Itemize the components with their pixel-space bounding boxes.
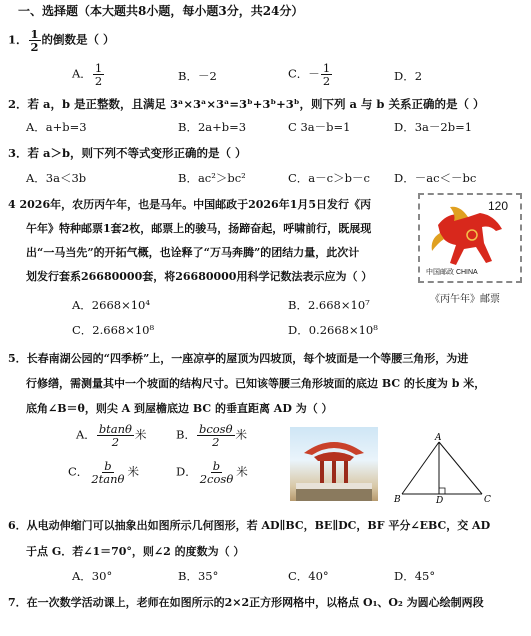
q6-line1: 6．从电动伸缩门可以抽象出如图所示几何图形，若 AD∥BC，BE∥DC，BF 平分∠EBC，交 AD xyxy=(8,519,491,532)
q5-a-den: 2 xyxy=(111,435,120,450)
q2-stem: 2．若 a，b 是正整数，且满足 3ᵃ×3ᵃ×3ᵃ=3ᵇ+3ᵇ+3ᵇ，则下列 a 与 b 关系正确的是（ ） xyxy=(8,97,485,111)
q1-c-den: 2 xyxy=(322,74,331,89)
q1-a-fraction xyxy=(93,62,104,87)
q1-frac-num: 1 xyxy=(30,27,39,41)
q1-c-fraction xyxy=(321,62,332,87)
q2-option-a: A．a+b=3 xyxy=(26,120,87,134)
q5-b-label: B． xyxy=(176,427,196,442)
q6-option-d: D．45° xyxy=(394,569,436,583)
q1-option-c xyxy=(288,62,333,87)
q1-frac-den: 2 xyxy=(30,40,39,55)
q5-a-unit: 米 xyxy=(134,427,147,442)
q4-option-d: D．0.2668×10⁸ xyxy=(288,323,378,337)
q6-line2: 于点 G．若∠1＝70°，则∠2 的度数为（ ） xyxy=(26,545,245,558)
q1-number: 1． xyxy=(8,32,28,47)
q5-line1: 5．长春南湖公园的“四季桥”上，一座凉亭的屋顶为四坡顶，每个坡面是一个等腰三角形，为进 xyxy=(8,352,469,365)
pavilion-photo xyxy=(290,427,378,501)
q4-option-b: B．2.668×10⁷ xyxy=(288,298,370,312)
stamp-price: 120 xyxy=(488,199,509,213)
q6-option-c: C．40° xyxy=(288,569,329,583)
q5-line3: 底角∠B＝θ，则尖 A 到屋檐底边 BC 的垂直距离 AD 为（ ） xyxy=(26,402,333,415)
q5-option-c xyxy=(68,460,139,485)
q1-option-a xyxy=(72,62,105,87)
q5-d-den: 2cosθ xyxy=(199,472,234,487)
q5-line2: 行修缮，需测量其中一个坡面的结构尺寸。已知该等腰三角形坡面的底边 BC 的长度为 b 米， xyxy=(26,377,486,390)
q6-option-a: A．30° xyxy=(72,569,113,583)
q5-b-num: bcosθ xyxy=(198,422,233,436)
side-ac xyxy=(439,442,482,494)
q4-option-a: A．2668×10⁴ xyxy=(72,298,150,312)
q3-option-a: A．3a＜3b xyxy=(26,171,87,185)
q5-d-unit: 米 xyxy=(236,464,248,479)
q5-option-d xyxy=(176,460,248,485)
q1-a-num: 1 xyxy=(94,61,103,75)
label-b: B xyxy=(394,495,401,504)
q1-c-label: C．－ xyxy=(288,66,320,81)
q2-option-b: B．2a+b=3 xyxy=(178,120,247,134)
q5-c-den: 2tanθ xyxy=(91,472,125,487)
label-d: D xyxy=(436,496,444,504)
q3-option-d: D．－ac＜－bc xyxy=(394,171,477,185)
q5-option-a xyxy=(76,423,146,448)
q5-b-unit: 米 xyxy=(235,427,248,442)
q5-d-fraction xyxy=(198,460,236,485)
q1-option-b: B．－2 xyxy=(178,69,217,83)
q4-option-c: C．2.668×10⁸ xyxy=(72,323,155,337)
q5-option-b xyxy=(176,423,247,448)
q4-line3: 出“一马当先”的开拓气概，也诠释了“万马奔腾”的团结力量，此次计 xyxy=(26,246,360,259)
q5-c-num: b xyxy=(104,459,112,473)
pavilion-icon xyxy=(290,427,378,501)
q3-stem: 3．若 a＞b，则下列不等式变形正确的是（ ） xyxy=(8,146,247,160)
q5-c-unit: 米 xyxy=(127,464,139,479)
stamp-brand: 中国邮政 CHINA xyxy=(426,269,478,276)
side-ab xyxy=(402,442,439,494)
q1-stem xyxy=(8,28,115,53)
q2-option-d: D．3a－2b=1 xyxy=(394,120,473,134)
label-c: C xyxy=(484,495,491,504)
horse-stamp-image xyxy=(418,193,522,283)
q1-text: 的倒数是（ ） xyxy=(41,32,115,47)
q1-fraction xyxy=(29,28,41,53)
triangle-diagram xyxy=(392,432,502,504)
q1-a-label: A． xyxy=(72,66,92,81)
q7-line1: 7．在一次数学活动课上，老师在如图所示的2×2正方形网格中，以格点 O₁、O₂ 为圆心绘制两段 xyxy=(8,596,484,609)
right-angle-mark xyxy=(439,488,445,494)
section-title: 一、选择题（本大题共8小题，每小题3分，共24分） xyxy=(18,4,304,18)
q5-c-label: C． xyxy=(68,464,89,479)
q5-a-fraction xyxy=(97,423,134,448)
label-a: A xyxy=(435,433,442,443)
q1-c-num: 1 xyxy=(322,61,331,75)
q4-line1: 4 2026年，农历丙午年，也是马年。中国邮政于2026年1月5日发行《丙 xyxy=(8,198,372,211)
q1-option-d: D．2 xyxy=(394,69,423,83)
q5-b-fraction xyxy=(197,423,235,448)
q5-d-label: D． xyxy=(176,464,197,479)
q5-b-den: 2 xyxy=(212,435,220,450)
q6-option-b: B．35° xyxy=(178,569,219,583)
stamp-caption: 《丙午年》邮票 xyxy=(430,294,500,305)
q5-d-num: b xyxy=(212,459,221,473)
q5-a-num: btanθ xyxy=(98,422,132,436)
q2-option-c: C 3a－b=1 xyxy=(288,120,351,134)
q5-a-label: A． xyxy=(76,427,96,442)
q4-line2: 午年》特种邮票1套2枚，邮票上的骏马，扬蹄奋起，呼啸前行，既展现 xyxy=(26,222,372,235)
q3-option-c: C．a－c＞b－c xyxy=(288,171,370,185)
q5-c-fraction xyxy=(89,460,126,485)
q1-a-den: 2 xyxy=(94,74,103,89)
q4-line4: 划发行套系26680000套，将26680000用科学记数法表示应为（ ） xyxy=(26,270,373,283)
q3-option-b: B．ac²＞bc² xyxy=(178,171,246,185)
